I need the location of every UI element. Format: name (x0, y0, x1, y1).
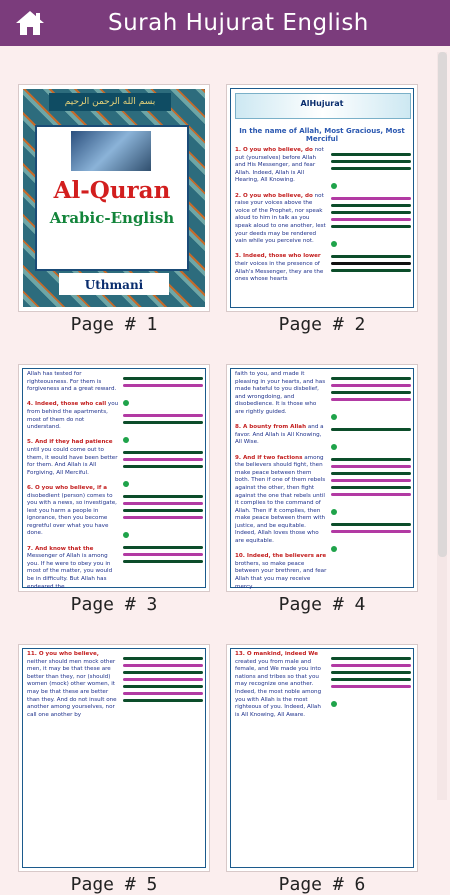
bismillah-english: In the name of Allah, Most Gracious, Most Merciful (239, 127, 405, 143)
page-label: Page # 1 (70, 314, 158, 335)
arabic-column (123, 373, 203, 567)
english-column: 1. O you who believe, do not put (yourselves) before Allah and His Messenger, and fear Allah. Indeed, Allah is All Hearing, All Knowing. 2. O you who believe, do not raise your voices above the voice of the Prophet, nor speak aloud to him in talk as you speak aloud to one another, lest your deeds may be rendered vain while you perceive not. 3. Indeed, those who lower their voices in the presence of Allah's Messenger, they are the ones whose hearts (235, 147, 326, 283)
page-label: Page # 3 (70, 594, 158, 615)
cover-bismillah: بسم الله الرحمن الرحيم (49, 93, 171, 111)
cover-panel (35, 125, 189, 271)
cover-title: Al-Quran (53, 177, 171, 204)
english-column: Allah has tested for righteousness. For them is forgiveness and a great reward. 4. Indeed, those who call you from behind the apartments, most of them do not understand. 5. And if they had patience until you could come out to them, it would have been better for them. And Allah is All Forgiving, All Merciful. 6. O you who believe, if a disobedient (person) comes to you with a news, so investigate, lest you harm a people in ignorance, then you become regretful over what you have done. 7. And know that the Messenger of Allah is among you. If he were to obey you in most of the matter, you would be in difficulty. But Allah has endeared the (27, 371, 119, 590)
arabic-column (331, 149, 411, 276)
english-column: faith to you, and made it pleasing in your hearts, and has made hateful to you disbelief, and wrongdoing, and disobedience. It is those who are rightly guided. 8. A bounty from Allah and a favor. And Allah is All Knowing, All Wise. 9. And if two factions among the believers should fight, then make peace between them both. Then if one of them rebels against the other, then fight against the one that rebels until it complies to the command of Allah. Then if it complies, then make peace between them with justice, and be equitable. Indeed, Allah loves those who are equitable. 10. Indeed, the believers are brothers, so make peace between your brethren, and fear Allah that you may receive mercy. (235, 371, 327, 590)
page-image-4[interactable] (226, 364, 418, 592)
scrollbar-thumb[interactable] (438, 52, 447, 557)
home-icon[interactable] (14, 9, 46, 37)
page-label: Page # 6 (278, 874, 366, 895)
page-label: Page # 2 (278, 314, 366, 335)
page-grid[interactable] (0, 46, 436, 895)
page-image-3[interactable] (18, 364, 210, 592)
page-title: Surah Hujurat English (108, 10, 369, 36)
page-image-6[interactable] (226, 644, 418, 872)
cover-footer: Uthmani (84, 278, 144, 292)
english-column: 11. O you who believe, neither should men mock other men, it may be that these are better than they, nor (should) women (mock) other women, it may be that these are better than they. And do not insult one another among yourselves, nor call one another by (27, 651, 117, 718)
page-image-5[interactable] (18, 644, 210, 872)
surah-name: AlHujurat (300, 99, 344, 108)
app-bar (0, 0, 450, 46)
page-image-1[interactable] (18, 84, 210, 312)
arabic-column (331, 373, 411, 556)
page-label: Page # 5 (70, 874, 158, 895)
cover-subtitle: Arabic-English (49, 209, 175, 227)
page-label: Page # 4 (278, 594, 366, 615)
english-column: 13. O mankind, indeed We created you from male and female, and We made you into nations and tribes so that you may recognize one another. Indeed, the most noble among you with Allah is the most righteous of you. Indeed, Allah is All Knowing, All Aware. (235, 651, 322, 718)
quran-book-image (71, 131, 151, 171)
arabic-column (123, 653, 203, 706)
page-image-2[interactable] (226, 84, 418, 312)
arabic-column (331, 653, 411, 711)
